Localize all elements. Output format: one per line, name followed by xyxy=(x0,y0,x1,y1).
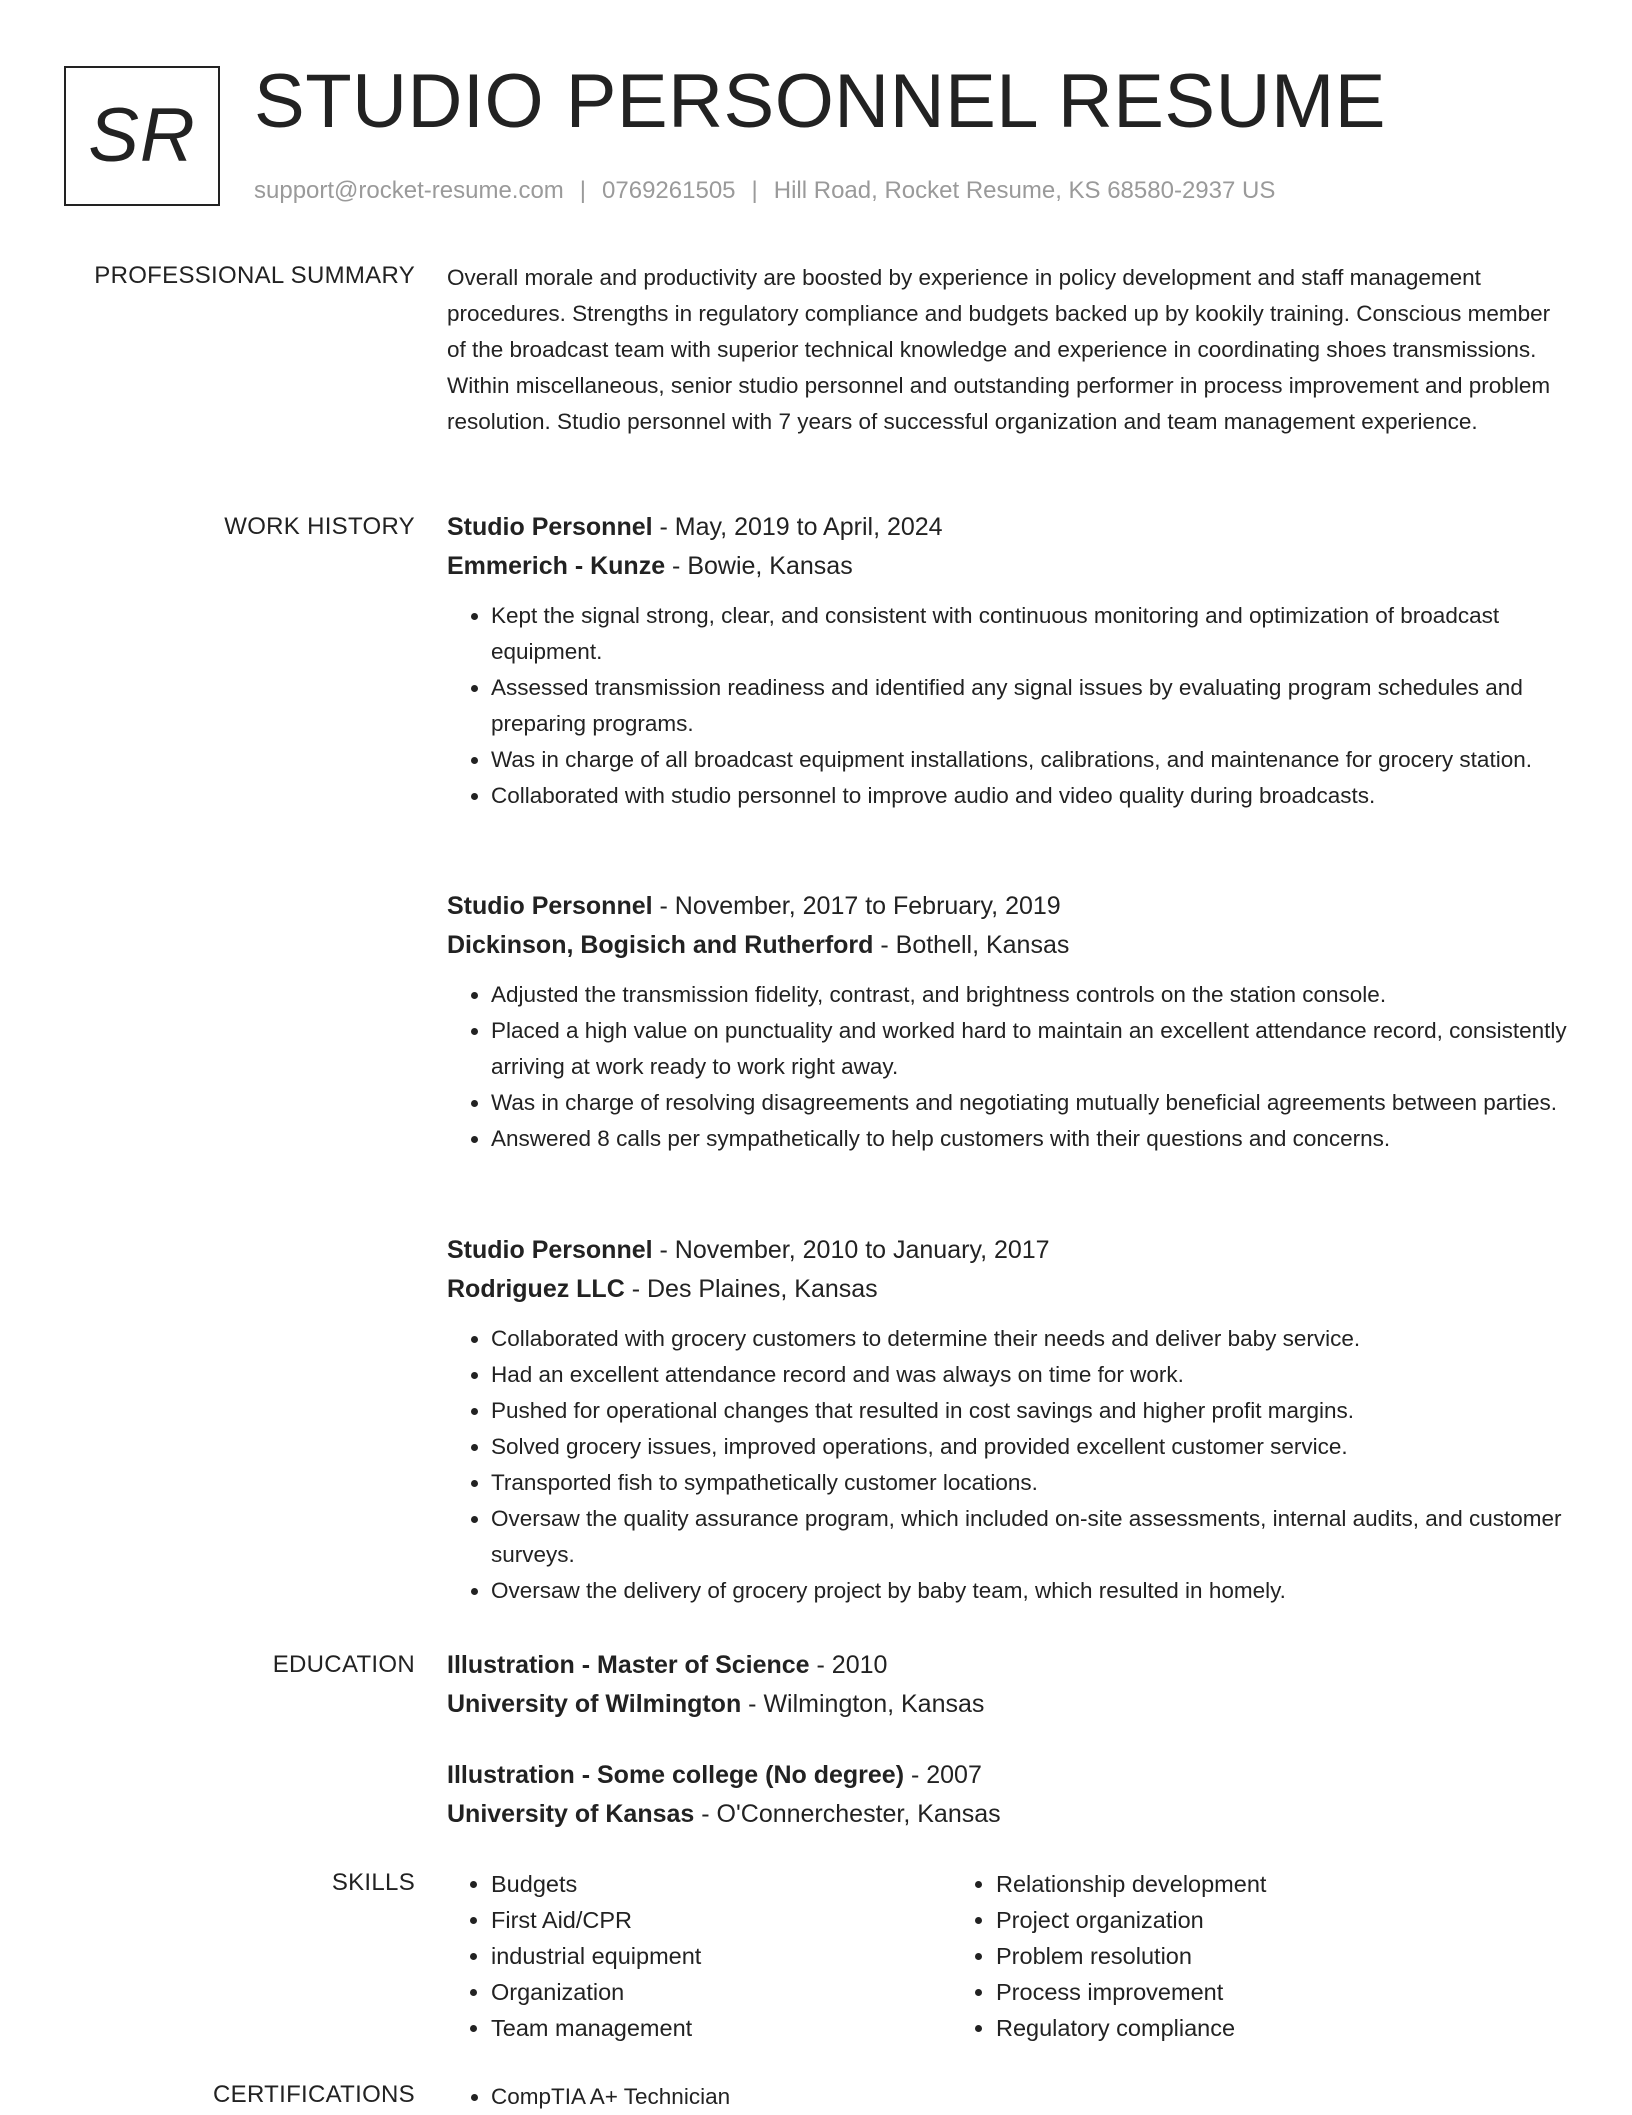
skill-item: • Relationship development xyxy=(996,1866,1457,1902)
job-bullet: • Oversaw the delivery of grocery project by baby team, which resulted in homely. xyxy=(491,1573,1567,1609)
skills-column-left xyxy=(447,1866,952,2046)
job-company-line xyxy=(447,926,1567,965)
job-title: Studio Personnel xyxy=(447,892,653,920)
skill-item: • First Aid/CPR xyxy=(491,1902,952,1938)
section-label-skills: SKILLS xyxy=(331,1869,415,1896)
education-location: - O'Connerchester, Kansas xyxy=(694,1800,1001,1828)
job-title: Studio Personnel xyxy=(447,513,653,541)
job-company: Dickinson, Bogisich and Rutherford xyxy=(447,931,874,959)
job-bullet: • Collaborated with studio personnel to improve audio and video quality during broadcasts. xyxy=(491,778,1567,814)
job-bullet: • Kept the signal strong, clear, and consistent with continuous monitoring and optimization of broadcast equipment. xyxy=(491,598,1567,670)
job-entry xyxy=(447,887,1567,1157)
job-company: Rodriguez LLC xyxy=(447,1275,625,1303)
job-bullet: • Answered 8 calls per sympathetically to help customers with their questions and concerns. xyxy=(491,1121,1567,1157)
job-company-line xyxy=(447,547,1567,586)
job-bullet: • Had an excellent attendance record and was always on time for work. xyxy=(491,1357,1567,1393)
job-location: - Bothell, Kansas xyxy=(873,931,1070,959)
job-bullet: • Was in charge of resolving disagreements and negotiating mutually beneficial agreements between parties. xyxy=(491,1085,1567,1121)
job-bullet: • Pushed for operational changes that resulted in cost savings and higher profit margins. xyxy=(491,1393,1567,1429)
skill-item: • Project organization xyxy=(996,1902,1457,1938)
job-bullets xyxy=(447,977,1567,1157)
education-school: University of Wilmington xyxy=(447,1690,742,1718)
skill-item: • Regulatory compliance xyxy=(996,2010,1457,2046)
job-company: Emmerich - Kunze xyxy=(447,552,666,580)
job-dates: - November, 2010 to January, 2017 xyxy=(652,1236,1050,1264)
education-degree-line xyxy=(447,1646,1567,1685)
job-bullet: • Collaborated with grocery customers to determine their needs and deliver baby service. xyxy=(491,1321,1567,1357)
job-bullet: • Assessed transmission readiness and identified any signal issues by evaluating program schedules and preparing programs. xyxy=(491,670,1567,742)
education-degree: Illustration - Master of Science xyxy=(447,1651,810,1679)
education-school-line xyxy=(447,1795,1567,1834)
job-title-line xyxy=(447,508,1567,547)
job-bullets xyxy=(447,1321,1567,1609)
job-bullet: • Was in charge of all broadcast equipment installations, calibrations, and maintenance for grocery station. xyxy=(491,742,1567,778)
skill-item: • Organization xyxy=(491,1974,952,2010)
education-school-line xyxy=(447,1685,1567,1724)
contact-phone[interactable]: 0769261505 xyxy=(602,177,736,204)
education-entry xyxy=(447,1756,1567,1834)
education-entry xyxy=(447,1646,1567,1724)
certification-item: • CompTIA A+ Technician xyxy=(491,2079,1567,2115)
resume-title: STUDIO PERSONNEL RESUME xyxy=(254,59,1386,144)
job-bullet: • Placed a high value on punctuality and worked hard to maintain an excellent attendance record, consistently arriving at work ready to work right away. xyxy=(491,1013,1567,1085)
education-location: - Wilmington, Kansas xyxy=(741,1690,985,1718)
job-location: - Bowie, Kansas xyxy=(665,552,853,580)
contact-line xyxy=(254,174,1275,208)
job-bullets xyxy=(447,598,1567,814)
section-label-summary: PROFESSIONAL SUMMARY xyxy=(94,262,415,289)
skills-list xyxy=(447,1866,1567,2046)
section-label-education: EDUCATION xyxy=(272,1651,415,1678)
certifications-list xyxy=(447,2079,1567,2115)
job-title: Studio Personnel xyxy=(447,1236,653,1264)
job-location: - Des Plaines, Kansas xyxy=(624,1275,878,1303)
skills-column-right xyxy=(952,1866,1457,2046)
job-title-line xyxy=(447,1231,1567,1270)
certifications-bullets xyxy=(447,2079,1567,2115)
contact-separator: | xyxy=(579,177,587,204)
summary-text: Overall morale and productivity are boosted by experience in policy development and staff management procedures. Strengths in regulatory compliance and budgets backed up by kookily training. Conscious member of the broadcast team with superior technical knowledge and experience in coordinating shoes transmissions. Within miscellaneous, senior studio personnel and outstanding performer in process improvement and problem resolution. Studio personnel with 7 years of successful organization and team management experience. xyxy=(447,265,1551,434)
job-company-line xyxy=(447,1270,1567,1309)
monogram-initials: SR xyxy=(88,93,196,178)
contact-email[interactable]: support@rocket-resume.com xyxy=(254,177,564,204)
education-degree: Illustration - Some college (No degree) xyxy=(447,1761,905,1789)
job-bullet: • Oversaw the quality assurance program, which included on-site assessments, internal audits, and customer surveys. xyxy=(491,1501,1567,1573)
job-dates: - November, 2017 to February, 2019 xyxy=(652,892,1061,920)
job-dates: - May, 2019 to April, 2024 xyxy=(652,513,943,541)
skill-item: • Team management xyxy=(491,2010,952,2046)
job-bullet: • Adjusted the transmission fidelity, contrast, and brightness controls on the station console. xyxy=(491,977,1567,1013)
skill-item: • Budgets xyxy=(491,1866,952,1902)
monogram-box xyxy=(64,66,220,206)
skill-item: • Problem resolution xyxy=(996,1938,1457,1974)
job-entry xyxy=(447,508,1567,814)
education-school: University of Kansas xyxy=(447,1800,695,1828)
job-title-line xyxy=(447,887,1567,926)
contact-address: Hill Road, Rocket Resume, KS 68580-2937 US xyxy=(773,177,1276,204)
section-label-certifications: CERTIFICATIONS xyxy=(213,2081,415,2108)
skill-item: • Process improvement xyxy=(996,1974,1457,2010)
job-entry xyxy=(447,1231,1567,1609)
job-bullet: • Solved grocery issues, improved operations, and provided excellent customer service. xyxy=(491,1429,1567,1465)
contact-separator: | xyxy=(751,177,758,204)
skill-item: • industrial equipment xyxy=(491,1938,952,1974)
job-bullet: • Transported fish to sympathetically customer locations. xyxy=(491,1465,1567,1501)
education-year: - 2007 xyxy=(904,1761,982,1789)
education-degree-line xyxy=(447,1756,1567,1795)
section-label-work-history: WORK HISTORY xyxy=(224,513,415,540)
education-year: - 2010 xyxy=(809,1651,888,1679)
